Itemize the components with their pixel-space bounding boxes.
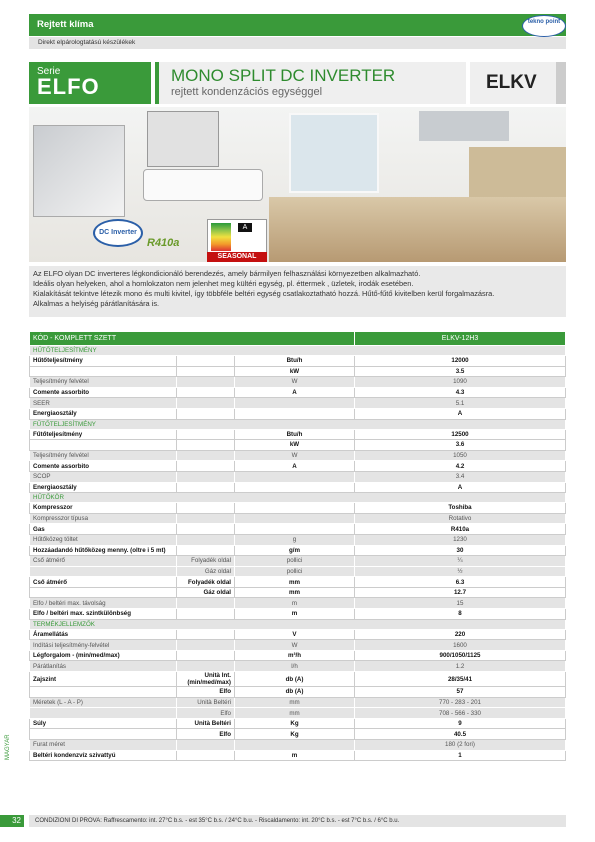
param-sub: Unità Int. (min/med/max) [177,672,235,687]
param-unit [235,398,355,409]
table-row [30,697,566,708]
param-sub [177,750,235,761]
table-row [30,661,566,672]
param-name: Cső átmérő [30,577,177,588]
param-sub [177,650,235,661]
test-conditions: CONDIZIONI DI PROVA: Raffrescamento: int. 27°C b.s. - est 35°C b.s. / 24°C b.u. - Riscaldamento: int. 20°C b.s. - est 7°C b.s. / 6°C b.u. [29,815,566,827]
series-label: Serie [37,66,61,77]
param-name [30,708,177,719]
param-name: Teljesítmény felvétel [30,450,177,461]
param-name: Energiaosztály [30,408,177,419]
param-value: 220 [355,629,566,640]
kitchen-cabinets [269,197,566,262]
table-row [30,524,566,535]
param-value: 28/35/41 [355,672,566,687]
param-sub [177,440,235,451]
spec-table [29,331,566,761]
param-value: 6.3 [355,577,566,588]
wall-section-image [33,125,125,217]
intro-line: Alkalmas a helyiség párátlanítására is. [33,299,160,308]
param-unit [235,408,355,419]
table-row [30,556,566,567]
kitchen-window [289,113,379,193]
param-name: SEER [30,398,177,409]
energy-scale [211,223,231,251]
param-name: Súly [30,718,177,729]
param-value: 9 [355,718,566,729]
param-value: 57 [355,687,566,698]
param-value: A [355,408,566,419]
table-row [30,461,566,472]
table-row [30,708,566,719]
indoor-unit-image [143,169,263,201]
table-row [30,398,566,409]
param-name: Zajszint [30,672,177,687]
param-unit: V [235,629,355,640]
intro-line: Az ELFO olyan DC inverteres légkondicionáló berendezés, amely bármilyen felhasználási környezetben alkalmazható. [33,269,421,278]
section-label: TERMÉKJELLEMZŐK [30,619,566,629]
table-row [30,587,566,598]
table-row [30,366,566,377]
outdoor-unit-image [147,111,219,167]
param-value: 3.5 [355,366,566,377]
table-row [30,629,566,640]
section-label: FŰTŐTELJESÍTMÉNY [30,419,566,429]
param-sub [177,356,235,367]
table-row [30,718,566,729]
param-sub: Folyadék oldal [177,577,235,588]
param-value: 4.3 [355,387,566,398]
param-name [30,566,177,577]
table-row [30,609,566,620]
param-sub: Unità Beltéri [177,697,235,708]
table-row [30,729,566,740]
param-name: Hűtőközeg töltet [30,534,177,545]
param-name [30,366,177,377]
param-unit: pollici [235,566,355,577]
param-unit [235,503,355,514]
param-unit: Kg [235,718,355,729]
param-unit: g [235,534,355,545]
param-value: Rotativo [355,513,566,524]
series-name: ELFO [37,74,100,99]
param-value: 1.2 [355,661,566,672]
param-value: 770 - 283 - 201 [355,697,566,708]
param-unit: mm [235,708,355,719]
param-sub: Gáz oldal [177,566,235,577]
param-name: Hűtőteljesítmény [30,356,177,367]
table-row [30,440,566,451]
param-value: ¼ [355,556,566,567]
section-row [30,346,566,356]
param-name: Comente assorbito [30,461,177,472]
param-sub [177,377,235,388]
param-sub: Elfo [177,708,235,719]
section-bar [29,14,566,36]
sub-category: Direkt elpárologtatású készülékek [29,37,566,49]
table-row [30,740,566,751]
param-value: 40.5 [355,729,566,740]
param-value: 900/1050/1125 [355,650,566,661]
table-row [30,566,566,577]
param-value: 1090 [355,377,566,388]
param-name: Energiaosztály [30,482,177,493]
param-sub [177,661,235,672]
param-value: 1050 [355,450,566,461]
param-sub [177,609,235,620]
param-unit: kW [235,366,355,377]
param-sub [177,387,235,398]
param-sub: Gáz oldal [177,587,235,598]
param-unit: mm [235,587,355,598]
param-unit: pollici [235,556,355,567]
title-box [155,62,466,104]
table-row [30,545,566,556]
param-sub [177,524,235,535]
section-row [30,419,566,429]
param-sub [177,513,235,524]
param-name: Elfo / beltéri max. szintkülönbség [30,609,177,620]
table-row [30,534,566,545]
param-name: Fűtőteljesítmény [30,429,177,440]
table-row [30,450,566,461]
param-value: 5.1 [355,398,566,409]
param-name: Indítási teljesítmény-felvétel [30,640,177,651]
param-name: Furat méret [30,740,177,751]
kitchen-hood [419,111,509,141]
language-tag: MAGYAR [5,734,11,760]
param-name: Comente assorbito [30,387,177,398]
param-unit: mm [235,697,355,708]
param-unit: g/m [235,545,355,556]
param-unit: A [235,461,355,472]
param-unit: mm [235,577,355,588]
param-name: SCOP [30,471,177,482]
table-header [30,332,566,346]
param-unit: m [235,750,355,761]
param-value: A [355,482,566,493]
param-name: Gas [30,524,177,535]
param-value: 708 - 566 - 330 [355,708,566,719]
section-title: Rejtett klíma [37,19,94,30]
param-name: Légforgalom - (min/med/max) [30,650,177,661]
param-name [30,687,177,698]
param-unit: Btu/h [235,356,355,367]
table-row [30,513,566,524]
param-unit: Btu/h [235,429,355,440]
param-unit: W [235,377,355,388]
param-name: Teljesítmény felvétel [30,377,177,388]
section-label: HŰTŐTELJESÍTMÉNY [30,346,566,356]
param-value: ½ [355,566,566,577]
section-row [30,619,566,629]
param-sub [177,450,235,461]
table-row [30,577,566,588]
param-sub [177,429,235,440]
param-sub [177,740,235,751]
param-unit: Kg [235,729,355,740]
table-row [30,471,566,482]
param-unit: m [235,609,355,620]
param-name: Áramellátás [30,629,177,640]
param-sub [177,534,235,545]
param-unit [235,471,355,482]
param-sub [177,598,235,609]
param-value: 180 (2 fori) [355,740,566,751]
product-photo [29,107,566,262]
param-sub [177,545,235,556]
param-sub [177,629,235,640]
param-sub: Elfo [177,729,235,740]
param-name: Cső átmérő [30,556,177,567]
param-value: 12.7 [355,587,566,598]
param-name [30,587,177,598]
brand-logo: tekno point [522,15,566,37]
param-unit: db (A) [235,672,355,687]
param-value: 15 [355,598,566,609]
header-code: KÓD - KOMPLETT SZETT [30,332,355,346]
param-sub [177,503,235,514]
param-unit [235,482,355,493]
param-sub [177,398,235,409]
param-unit: db (A) [235,687,355,698]
header-model: ELKV-12H3 [355,332,566,346]
param-sub: Folyadék oldal [177,556,235,567]
param-value: 1 [355,750,566,761]
param-sub: Elfo [177,687,235,698]
param-name: Kompresszor típusa [30,513,177,524]
param-unit: m [235,598,355,609]
param-unit [235,524,355,535]
kitchen-upper-cabinet [469,147,566,197]
param-name [30,729,177,740]
param-unit: m³/h [235,650,355,661]
param-sub: Unità Beltéri [177,718,235,729]
intro-line: Ideális olyan helyeken, ahol a homlokzaton nem jelenhet meg kültéri egység, pl. éttermek , üzletek, irodák esetében. [33,279,414,288]
param-sub [177,366,235,377]
param-unit: kW [235,440,355,451]
param-unit: W [235,640,355,651]
page-number: 32 [0,815,24,827]
energy-class: A [238,223,252,232]
table-row [30,482,566,493]
param-name: Párátlanítás [30,661,177,672]
param-value: 1600 [355,640,566,651]
series-box [29,62,151,104]
param-sub [177,482,235,493]
param-unit: W [235,450,355,461]
param-sub [177,471,235,482]
param-value: 1230 [355,534,566,545]
section-label: HŰTŐKÖR [30,493,566,503]
product-subtitle: rejtett kondenzációs egységgel [171,86,323,98]
param-name: Kompresszor [30,503,177,514]
param-value: 12000 [355,356,566,367]
param-name: Hozzáadandó hűtőközeg menny. (oltre i 5 mt) [30,545,177,556]
param-sub [177,640,235,651]
param-name [30,440,177,451]
model-code: ELKV [470,62,566,104]
param-unit [235,513,355,524]
intro-line: Kialakítását tekintve létezik mono és multi kivitel, így többféle beltéri egység csatlakoztatható hozzá. Hűtő-fűtő kivitelben kerül forgalmazásra. [33,289,495,298]
product-title: MONO SPLIT DC INVERTER [171,66,396,85]
param-unit [235,740,355,751]
table-row [30,640,566,651]
param-value: 4.2 [355,461,566,472]
table-row [30,503,566,514]
table-row [30,750,566,761]
table-row [30,377,566,388]
table-row [30,387,566,398]
table-row [30,408,566,419]
param-sub [177,461,235,472]
section-row [30,493,566,503]
param-unit: A [235,387,355,398]
table-row [30,356,566,367]
param-value: 8 [355,609,566,620]
param-sub [177,408,235,419]
param-value: 30 [355,545,566,556]
param-value: R410a [355,524,566,535]
param-name: Méretek (L - A - P) [30,697,177,708]
intro-text [29,266,566,317]
param-value: 3.6 [355,440,566,451]
param-name: Beltéri kondenzvíz szivattyú [30,750,177,761]
table-row [30,650,566,661]
table-row [30,672,566,687]
dc-inverter-badge: DC Inverter [93,219,143,247]
param-value: Toshiba [355,503,566,514]
param-unit: l/h [235,661,355,672]
param-value: 3.4 [355,471,566,482]
param-value: 12500 [355,429,566,440]
param-name: Elfo / beltéri max. távolság [30,598,177,609]
seasonal-badge: SEASONAL [207,252,267,262]
table-row [30,429,566,440]
refrigerant-badge: R410a [147,237,180,249]
table-row [30,687,566,698]
table-row [30,598,566,609]
